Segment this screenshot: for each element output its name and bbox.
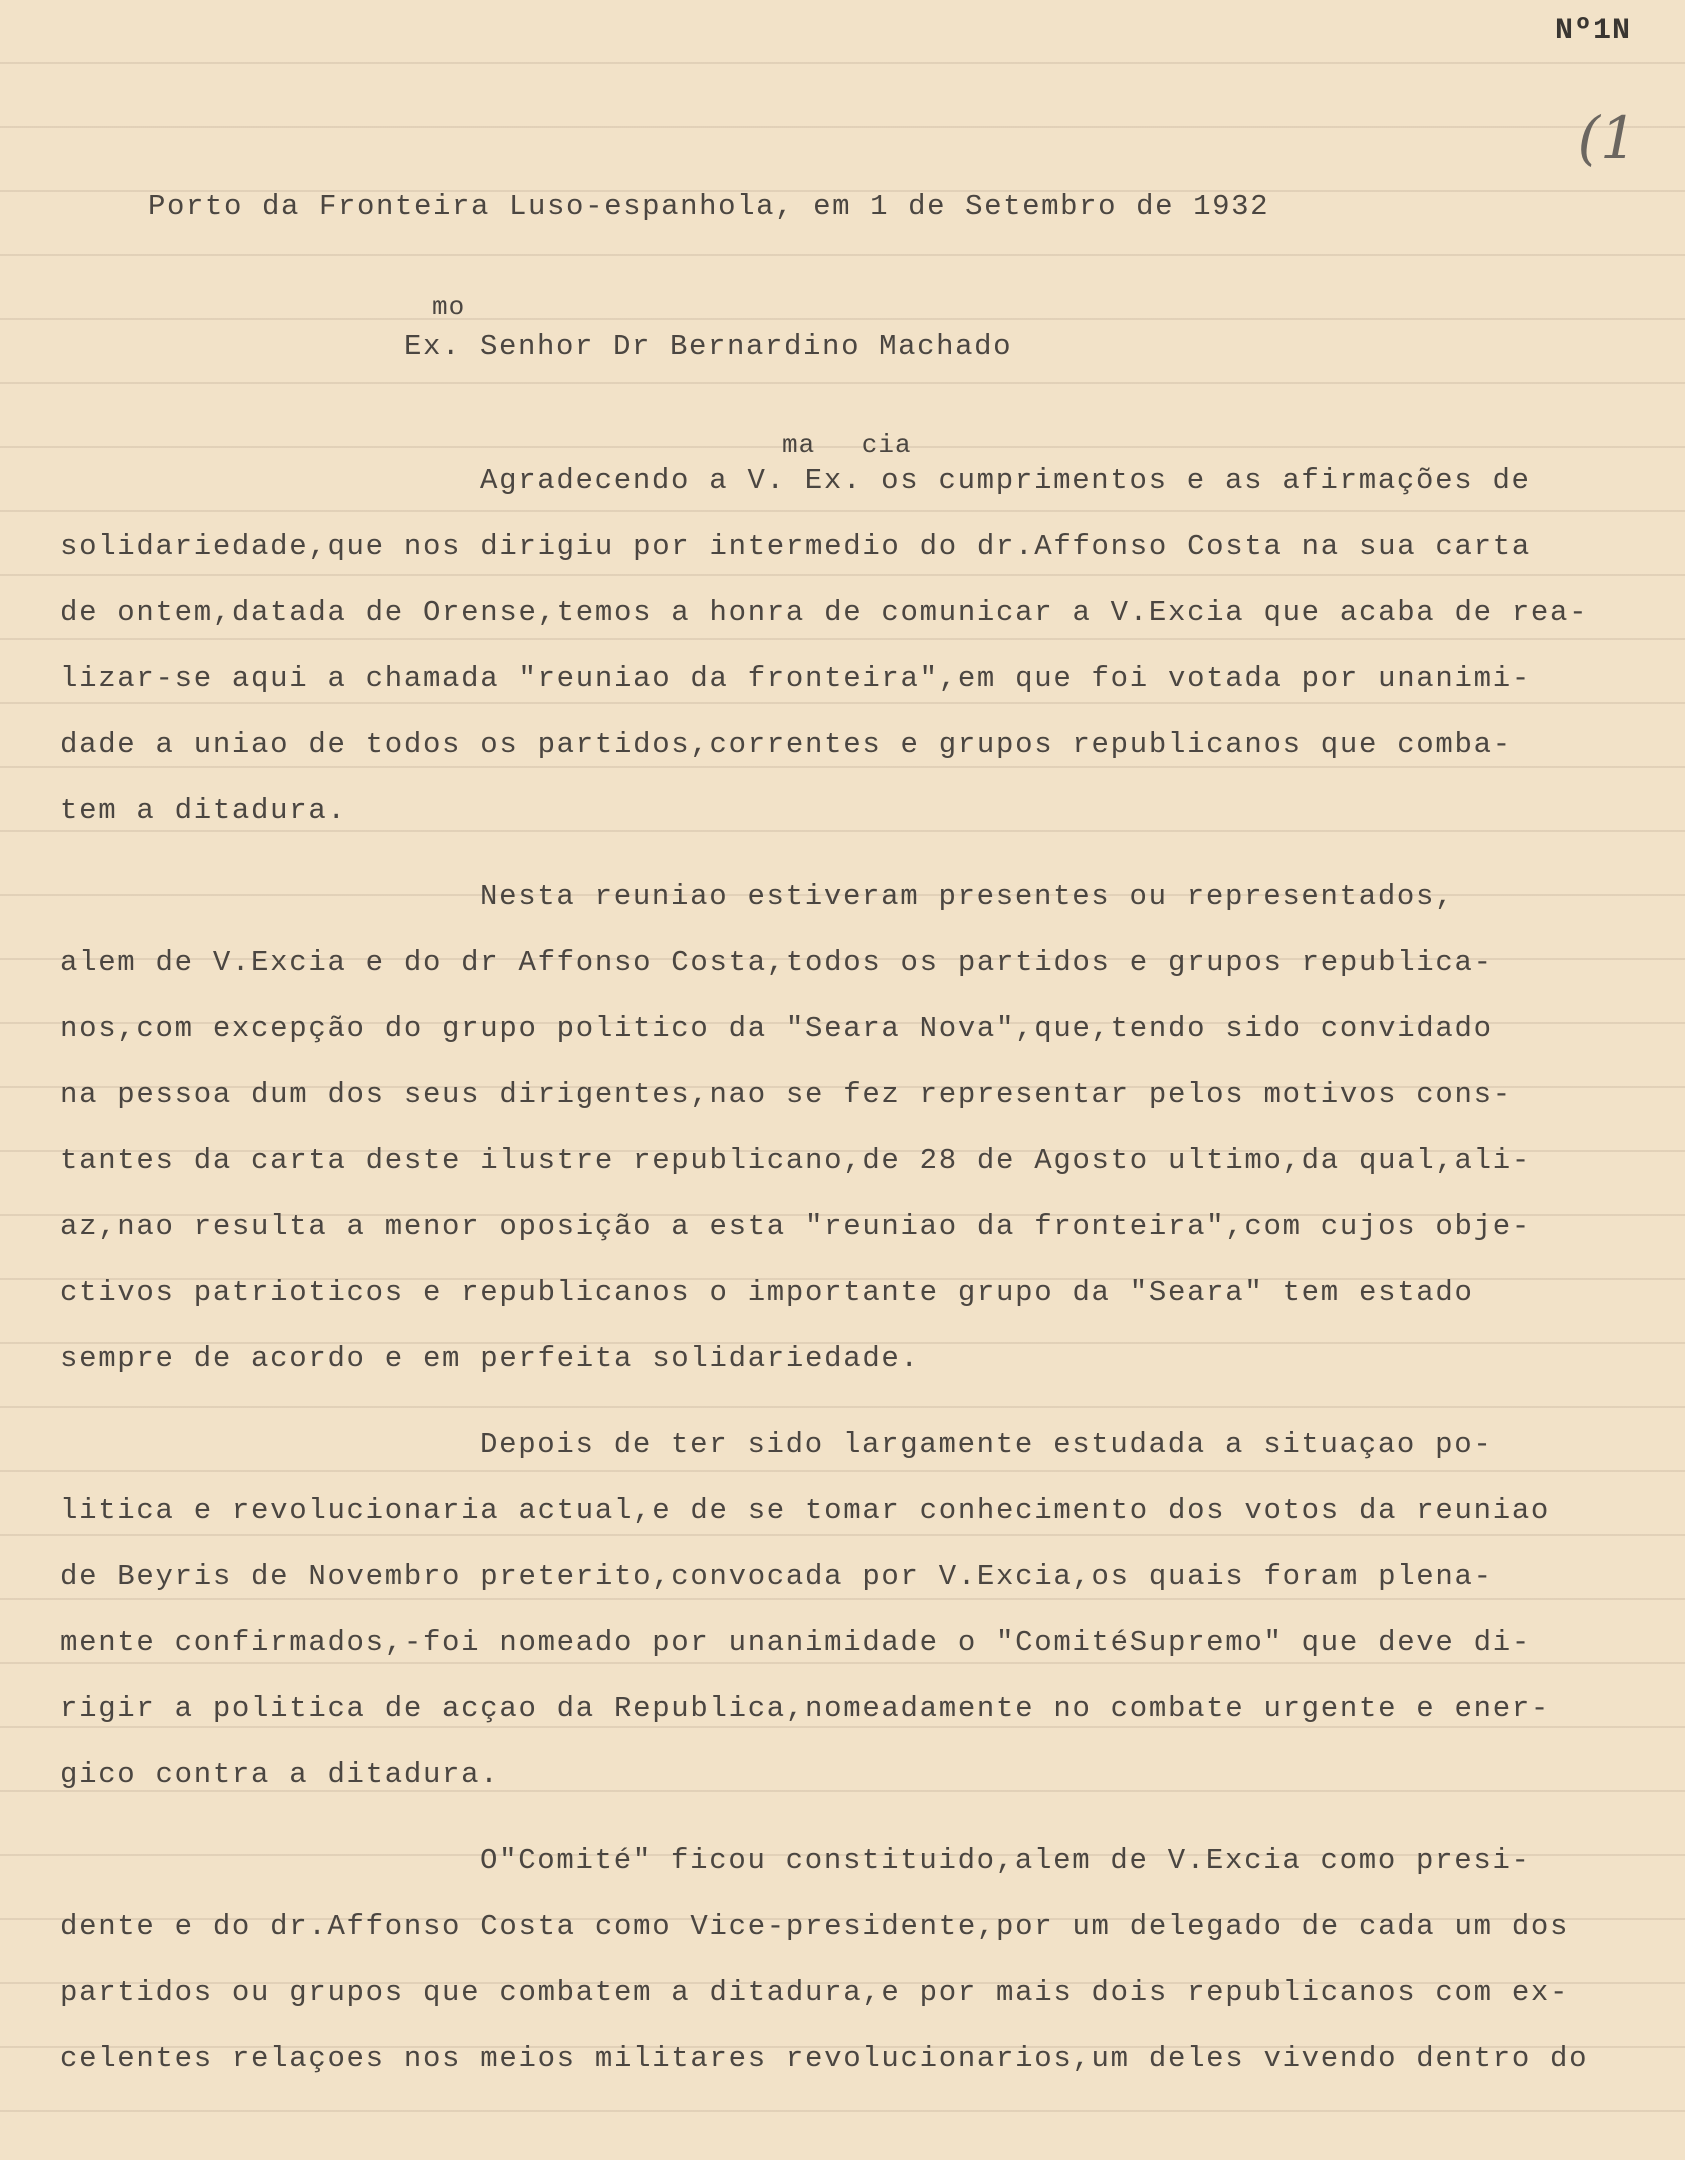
body-line: ctivos patrioticos e republicanos o importante grupo da "Seara" tem estado bbox=[60, 1276, 1474, 1309]
handwritten-page-mark: (1 bbox=[1577, 104, 1637, 172]
body-line: tem a ditadura. bbox=[60, 794, 347, 827]
paragraph bbox=[60, 1412, 1640, 1808]
paragraph bbox=[60, 864, 1640, 1392]
body-line: tantes da carta deste ilustre republicano,de 28 de Agosto ultimo,da qual,ali- bbox=[60, 1144, 1531, 1177]
body-line: gico contra a ditadura. bbox=[60, 1758, 500, 1791]
body-line: az,nao resulta a menor oposição a esta "reuniao da fronteira",com cujos obje- bbox=[60, 1210, 1531, 1243]
body-line: Agradecendo a V. Ex. os cumprimentos e as afirmações de bbox=[480, 464, 1531, 497]
body-line: lizar-se aqui a chamada "reuniao da fronteira",em que foi votada por unanimi- bbox=[60, 662, 1531, 695]
body-line: rigir a politica de acçao da Republica,nomeadamente no combate urgente e ener- bbox=[60, 1692, 1551, 1725]
body-line: de Beyris de Novembro preterito,convocada por V.Excia,os quais foram plena- bbox=[60, 1560, 1493, 1593]
body-line: celentes relaçoes nos meios militares revolucionarios,um deles vivendo dentro do bbox=[60, 2042, 1589, 2075]
body-line: solidariedade,que nos dirigiu por intermedio do dr.Affonso Costa na sua carta bbox=[60, 530, 1531, 563]
body-line: de ontem,datada de Orense,temos a honra de comunicar a V.Excia que acaba de rea- bbox=[60, 596, 1589, 629]
body-line: litica e revolucionaria actual,e de se tomar conhecimento dos votos da reuniao bbox=[60, 1494, 1551, 1527]
body-line: na pessoa dum dos seus dirigentes,nao se fez representar pelos motivos cons- bbox=[60, 1078, 1512, 1111]
body-line: dente e do dr.Affonso Costa como Vice-presidente,por um delegado de cada um dos bbox=[60, 1910, 1570, 1943]
salutation-line: Ex. Senhor Dr Bernardino Machado bbox=[404, 330, 1013, 363]
body-line: O"Comité" ficou constituido,alem de V.Excia como presi- bbox=[480, 1844, 1531, 1877]
body-line: Nesta reuniao estiveram presentes ou representados, bbox=[480, 880, 1455, 913]
body-line: nos,com excepção do grupo politico da "Seara Nova",que,tendo sido convidado bbox=[60, 1012, 1493, 1045]
place-date-line: Porto da Fronteira Luso-espanhola, em 1 de Setembro de 1932 bbox=[148, 190, 1270, 223]
body-line: dade a uniao de todos os partidos,correntes e grupos republicanos que comba- bbox=[60, 728, 1512, 761]
body-line: sempre de acordo e em perfeita solidariedade. bbox=[60, 1342, 920, 1375]
paragraph bbox=[60, 1828, 1640, 2092]
page-number: Nº1N bbox=[1554, 14, 1631, 48]
body-line: alem de V.Excia e do dr Affonso Costa,todos os partidos e grupos republica- bbox=[60, 946, 1493, 979]
letter-body bbox=[60, 448, 1640, 2092]
body-line: Depois de ter sido largamente estudada a situaçao po- bbox=[480, 1428, 1493, 1461]
salutation-superscript: mo bbox=[432, 292, 466, 322]
body-line: mente confirmados,-foi nomeado por unanimidade o "ComitéSupremo" que deve di- bbox=[60, 1626, 1531, 1659]
body-line: partidos ou grupos que combatem a ditadura,e por mais dois republicanos com ex- bbox=[60, 1976, 1570, 2009]
paragraph bbox=[60, 448, 1640, 844]
interline-note: ma cia bbox=[782, 430, 912, 460]
